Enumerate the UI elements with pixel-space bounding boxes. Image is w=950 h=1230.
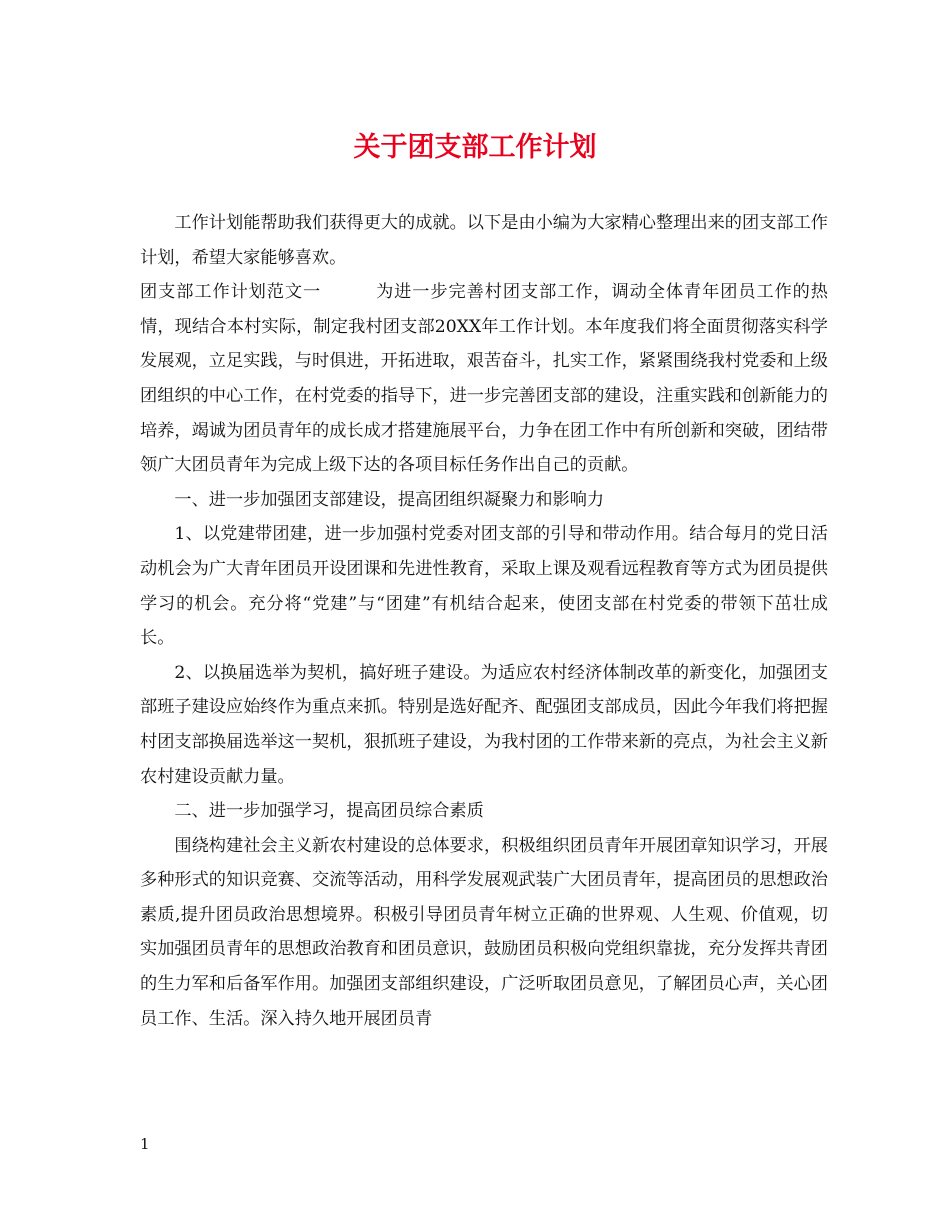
section-heading-2: 二、进一步加强学习，提高团员综合素质 (174, 801, 484, 822)
sample-paragraph (140, 275, 828, 483)
intro-paragraph: 工作计划能帮助我们获得更大的成就。以下是由小编为大家精心整理出来的团支部工作计划，希望大家能够喜欢。 (140, 213, 828, 268)
item-2-paragraph: 2、以换届选举为契机，搞好班子建设。为适应农村经济体制改革的新变化，加强团支部班子建设应始终作为重点来抓。特别是选好配齐、配强团支部成员，因此今年我们将把握村团支部换届选举这一契机，狠抓班子建设，为我村团的工作带来新的亮点，为社会主义新农村建设贡献力量。 (140, 662, 828, 787)
study-paragraph: 围绕构建社会主义新农村建设的总体要求，积极组织团员青年开展团章知识学习，开展多种形式的知识竞赛、交流等活动，用科学发展观武装广大团员青年，提高团员的思想政治素质,提升团员政治思想境界。积极引导团员青年树立正确的世界观、人生观、价值观，切实加强团员青年的思想政治教育和团员意识，鼓励团员积极向党组织靠拢，充分发挥共青团的生力军和后备军作用。加强团支部组织建设，广泛听取团员意见，了解团员心声，关心团员工作、生活。深入持久地开展团员青 (140, 835, 828, 1029)
sample-label: 团支部工作计划范文一 (140, 282, 322, 303)
item-1-paragraph: 1、以党建带团建，进一步加强村党委对团支部的引导和带动作用。结合每月的党日活动机会为广大青年团员开设团课和先进性教育，采取上课及观看远程教育等方式为团员提供学习的机会。充分将“党建”与“团建”有机结合起来，使团支部在村党委的带领下茁壮成长。 (140, 524, 828, 649)
sample-first-paragraph: 为进一步完善村团支部工作，调动全体青年团员工作的热情，现结合本村实际，制定我村团支部20XX年工作计划。本年度我们将全面贯彻落实科学发展观，立足实践，与时俱进，开拓进取，艰苦奋斗，扎实工作，紧紧围绕我村党委和上级团组织的中心工作，在村党委的指导下，进一步完善团支部的建设，注重实践和创新能力的培养，竭诚为团员青年的成长成才搭建施展平台，力争在团工作中有所创新和突破，团结带领广大团员青年为完成上级下达的各项目标任务作出自己的贡献。 (140, 282, 828, 476)
document-body (140, 206, 828, 1036)
page-number: 1 (140, 1135, 150, 1153)
section-heading-1: 一、进一步加强团支部建设，提高团组织凝聚力和影响力 (174, 489, 605, 510)
document-title: 关于团支部工作计划 (353, 132, 597, 163)
